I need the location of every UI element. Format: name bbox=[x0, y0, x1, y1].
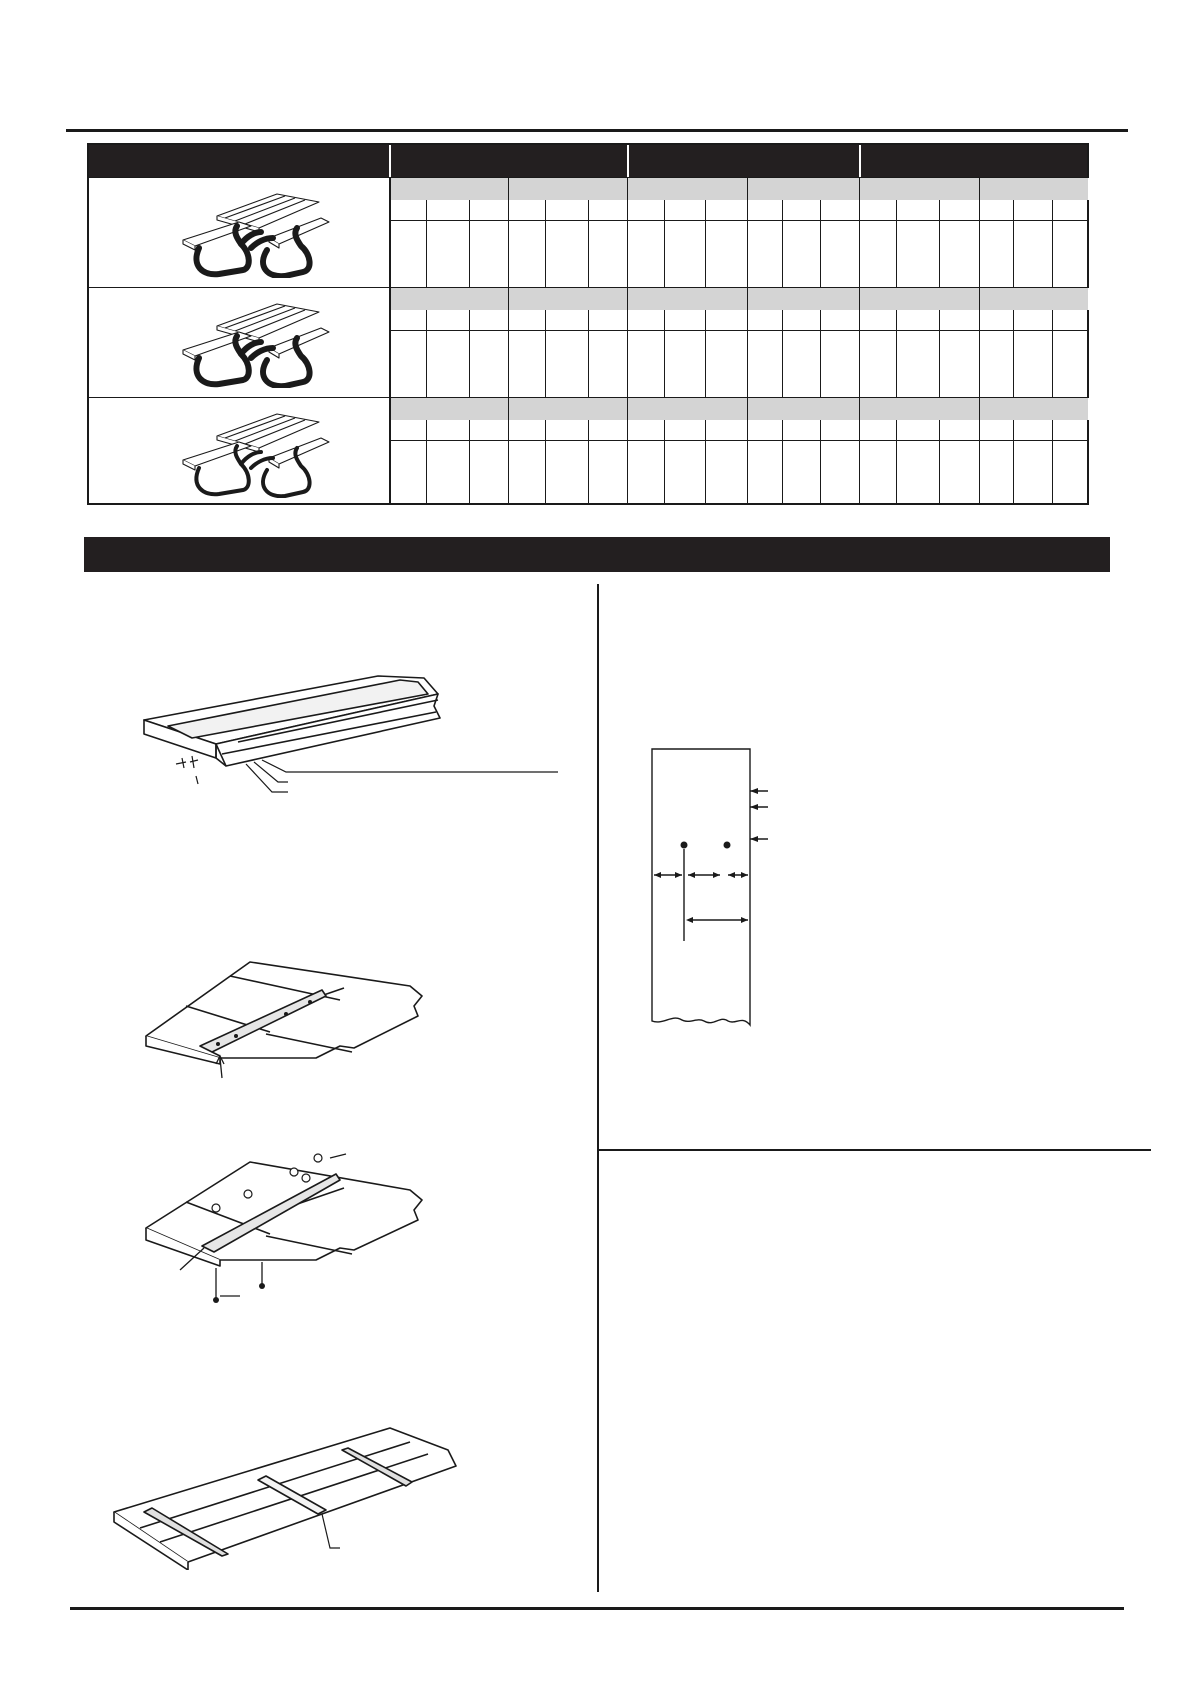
table-data-area bbox=[391, 178, 1087, 288]
subgroup-divider bbox=[508, 398, 509, 504]
cell-divider bbox=[545, 310, 546, 398]
table-group bbox=[628, 178, 860, 288]
cell-divider bbox=[1013, 200, 1014, 288]
cell-divider bbox=[426, 310, 427, 398]
table-subgroup bbox=[980, 288, 1089, 398]
cell-divider bbox=[1052, 200, 1053, 288]
cell-divider bbox=[588, 310, 589, 398]
subheader-bar bbox=[509, 398, 628, 420]
cell-divider bbox=[896, 420, 897, 504]
subheader-bar bbox=[628, 178, 748, 200]
cell-divider-horizontal bbox=[748, 220, 860, 221]
cell-divider bbox=[782, 420, 783, 504]
subgroup-divider bbox=[508, 288, 509, 398]
table-group bbox=[391, 178, 628, 288]
cell-divider-horizontal bbox=[748, 330, 860, 331]
table-subgroup bbox=[748, 178, 860, 288]
cell-divider bbox=[1052, 310, 1053, 398]
cell-divider-horizontal bbox=[748, 440, 860, 441]
table-image-cell bbox=[89, 178, 391, 288]
table-subgroup bbox=[628, 178, 748, 288]
table-image-cell bbox=[89, 288, 391, 398]
cell-divider bbox=[939, 420, 940, 504]
subheader-bar bbox=[748, 288, 860, 310]
bottom-rule bbox=[70, 1607, 1124, 1610]
group-divider bbox=[627, 288, 628, 398]
header-separator bbox=[389, 145, 391, 177]
subheader-bar bbox=[860, 398, 980, 420]
cell-divider bbox=[939, 200, 940, 288]
table-group bbox=[391, 288, 628, 398]
cell-divider-horizontal bbox=[860, 440, 980, 441]
table-group bbox=[860, 398, 1089, 504]
subgroup-divider bbox=[979, 178, 980, 288]
cell-divider-horizontal bbox=[628, 440, 748, 441]
support-cleat-illustration bbox=[140, 960, 440, 1080]
header-separator bbox=[859, 145, 861, 177]
section-banner bbox=[84, 537, 1110, 572]
table-group bbox=[860, 178, 1089, 288]
cell-divider bbox=[896, 200, 897, 288]
picnic-table-b-icon bbox=[181, 298, 331, 388]
table-subgroup bbox=[628, 398, 748, 504]
group-divider bbox=[859, 178, 860, 288]
table-subgroup bbox=[391, 398, 509, 504]
cell-divider-horizontal bbox=[860, 330, 980, 331]
table-subgroup bbox=[860, 178, 980, 288]
cell-divider bbox=[705, 200, 706, 288]
cell-divider-horizontal bbox=[980, 330, 1089, 331]
cell-divider-horizontal bbox=[391, 440, 509, 441]
table-subgroup bbox=[980, 398, 1089, 504]
finished-tabletop-illustration bbox=[110, 1420, 470, 1570]
cell-divider bbox=[469, 200, 470, 288]
cell-divider bbox=[545, 200, 546, 288]
table-subgroup bbox=[980, 178, 1089, 288]
cell-divider bbox=[820, 310, 821, 398]
table-subgroup bbox=[509, 178, 628, 288]
cell-divider bbox=[782, 310, 783, 398]
group-divider bbox=[859, 398, 860, 504]
cell-divider bbox=[939, 310, 940, 398]
cell-divider bbox=[1013, 420, 1014, 504]
cell-divider-horizontal bbox=[509, 330, 628, 331]
spec-table-row bbox=[89, 287, 1087, 398]
subheader-bar bbox=[980, 288, 1089, 310]
picnic-table-c-icon bbox=[181, 408, 331, 498]
table-subgroup bbox=[748, 398, 860, 504]
subheader-bar bbox=[628, 398, 748, 420]
cell-divider bbox=[782, 200, 783, 288]
table-subgroup bbox=[748, 288, 860, 398]
table-group bbox=[628, 398, 860, 504]
spec-table bbox=[87, 143, 1089, 505]
subgroup-divider bbox=[979, 288, 980, 398]
table-group bbox=[860, 288, 1089, 398]
cell-divider-horizontal bbox=[391, 220, 509, 221]
cell-divider bbox=[664, 200, 665, 288]
table-group bbox=[628, 288, 860, 398]
cell-divider-horizontal bbox=[391, 330, 509, 331]
drill-template-diagram bbox=[650, 745, 790, 1030]
spec-table-row bbox=[89, 177, 1087, 288]
cell-divider bbox=[820, 420, 821, 504]
table-subgroup bbox=[860, 398, 980, 504]
cell-divider bbox=[588, 200, 589, 288]
column-divider bbox=[597, 584, 599, 1592]
table-data-area bbox=[391, 398, 1087, 504]
cell-divider-horizontal bbox=[860, 220, 980, 221]
table-subgroup bbox=[509, 398, 628, 504]
cell-divider bbox=[664, 420, 665, 504]
subheader-bar bbox=[391, 398, 509, 420]
table-data-area bbox=[391, 288, 1087, 398]
subheader-bar bbox=[628, 288, 748, 310]
cell-divider bbox=[1052, 420, 1053, 504]
subheader-bar bbox=[509, 288, 628, 310]
cell-divider bbox=[1013, 310, 1014, 398]
group-divider bbox=[627, 398, 628, 504]
cell-divider bbox=[664, 310, 665, 398]
cell-divider bbox=[469, 310, 470, 398]
subheader-bar bbox=[980, 398, 1089, 420]
subheader-bar bbox=[748, 178, 860, 200]
group-divider bbox=[627, 178, 628, 288]
cell-divider-horizontal bbox=[628, 330, 748, 331]
cell-divider-horizontal bbox=[509, 220, 628, 221]
cell-divider bbox=[705, 420, 706, 504]
subheader-bar bbox=[391, 178, 509, 200]
header-separator bbox=[627, 145, 629, 177]
group-divider bbox=[859, 288, 860, 398]
cell-divider bbox=[426, 200, 427, 288]
bolt-assembly-illustration bbox=[140, 1150, 440, 1310]
subheader-bar bbox=[748, 398, 860, 420]
table-subgroup bbox=[509, 288, 628, 398]
subheader-bar bbox=[860, 288, 980, 310]
subheader-bar bbox=[860, 178, 980, 200]
cell-divider-horizontal bbox=[628, 220, 748, 221]
subgroup-divider bbox=[747, 398, 748, 504]
table-subgroup bbox=[391, 288, 509, 398]
subgroup-divider bbox=[747, 178, 748, 288]
table-subgroup bbox=[628, 288, 748, 398]
cell-divider bbox=[820, 200, 821, 288]
table-subgroup bbox=[860, 288, 980, 398]
cell-divider bbox=[545, 420, 546, 504]
cell-divider-horizontal bbox=[980, 220, 1089, 221]
subheader-bar bbox=[391, 288, 509, 310]
cell-divider bbox=[588, 420, 589, 504]
right-column-rule bbox=[599, 1149, 1151, 1151]
cell-divider bbox=[705, 310, 706, 398]
cell-divider-horizontal bbox=[980, 440, 1089, 441]
top-rule bbox=[66, 129, 1128, 132]
subgroup-divider bbox=[979, 398, 980, 504]
table-image-cell bbox=[89, 398, 391, 504]
table-group bbox=[391, 398, 628, 504]
subgroup-divider bbox=[747, 288, 748, 398]
table-subgroup bbox=[391, 178, 509, 288]
cell-divider bbox=[896, 310, 897, 398]
cell-divider-horizontal bbox=[509, 440, 628, 441]
spec-table-row bbox=[89, 397, 1087, 504]
cell-divider bbox=[469, 420, 470, 504]
picnic-table-a-icon bbox=[181, 188, 331, 278]
spec-table-header bbox=[89, 145, 1087, 177]
subheader-bar bbox=[509, 178, 628, 200]
cell-divider bbox=[426, 420, 427, 504]
tabletop-boards-illustration bbox=[138, 672, 568, 802]
subheader-bar bbox=[980, 178, 1089, 200]
subgroup-divider bbox=[508, 178, 509, 288]
